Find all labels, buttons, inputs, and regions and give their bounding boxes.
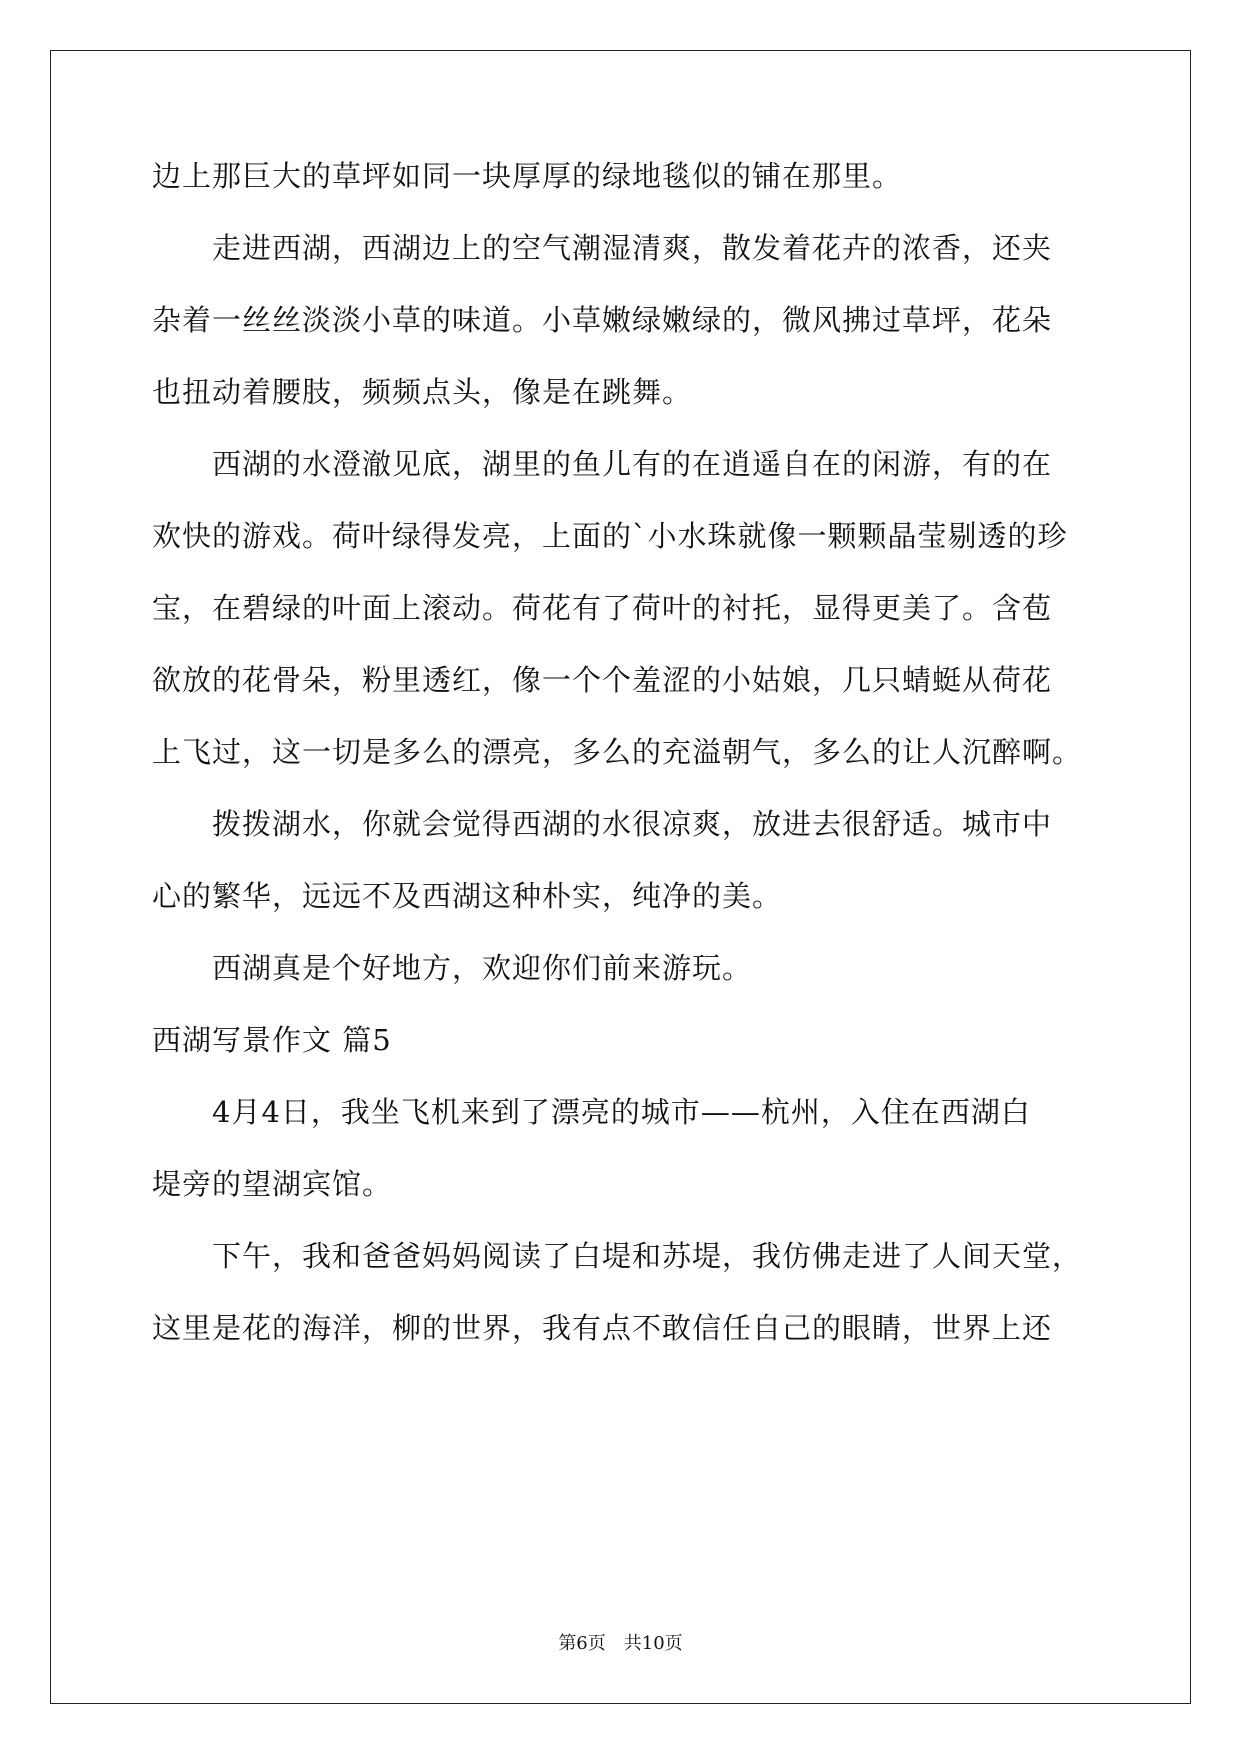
paragraph-line: 走进西湖，西湖边上的空气潮湿清爽，散发着花卉的浓香，还夹	[152, 231, 1053, 265]
paragraph-line: 4月4日，我坐飞机来到了漂亮的城市——杭州，入住在西湖白	[152, 1095, 1031, 1129]
page-number-footer: 第6页 共10页	[558, 1633, 683, 1654]
text-line: 堤旁的望湖宾馆。	[152, 1167, 393, 1201]
text-line: 欲放的花骨朵，粉里透红，像一个个羞涩的小姑娘，几只蜻蜓从荷花	[152, 663, 1053, 697]
paragraph-line: 拨拨湖水，你就会觉得西湖的水很凉爽，放进去很舒适。城市中	[152, 807, 1053, 841]
text-line: 这里是花的海洋，柳的世界，我有点不敢信任自己的眼睛，世界上还	[152, 1311, 1053, 1345]
text-line: 宝，在碧绿的叶面上滚动。荷花有了荷叶的衬托，显得更美了。含苞	[152, 591, 1053, 625]
paragraph-line: 西湖真是个好地方，欢迎你们前来游玩。	[152, 951, 753, 985]
text-line: 杂着一丝丝淡淡小草的味道。小草嫩绿嫩绿的，微风拂过草坪，花朵	[152, 303, 1053, 337]
text-line: 欢快的游戏。荷叶绿得发亮，上面的`小水珠就像一颗颗晶莹剔透的珍	[152, 519, 1068, 553]
section-heading: 西湖写景作文 篇5	[152, 1023, 392, 1057]
text-line: 上飞过，这一切是多么的漂亮，多么的充溢朝气，多么的让人沉醉啊。	[152, 735, 1083, 769]
text-line: 心的繁华，远远不及西湖这种朴实，纯净的美。	[152, 879, 783, 913]
text-line: 边上那巨大的草坪如同一块厚厚的绿地毯似的铺在那里。	[152, 159, 903, 193]
text-line: 也扭动着腰肢，频频点头，像是在跳舞。	[152, 375, 693, 409]
paragraph-line: 西湖的水澄澈见底，湖里的鱼儿有的在逍遥自在的闲游，有的在	[152, 447, 1053, 481]
paragraph-line: 下午，我和爸爸妈妈阅读了白堤和苏堤，我仿佛走进了人间天堂，	[152, 1239, 1083, 1273]
